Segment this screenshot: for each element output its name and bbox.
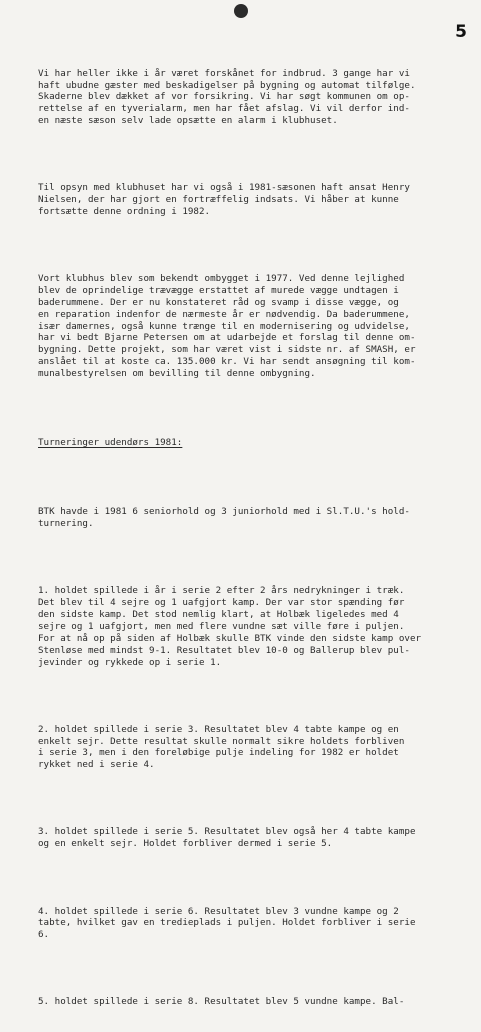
section-heading: Turneringer udendørs 1981:	[38, 437, 183, 449]
paragraph-team-3: 3. holdet spillede i serie 5. Resultatet blev også her 4 tabte kampe og en enkelt sejr. Holdet forbliver dermed i serie 5.	[38, 826, 416, 850]
punch-hole	[234, 4, 248, 18]
paragraph-burglary: Vi har heller ikke i år været forskånet for indbrud. 3 gange har vi haft ubudne gæster med beskadigelser på bygning og automat tilfølge. Skaderne blev dækket af vor forsikring. Vi har søgt kommunen om op- rettelse af en tyverialarm, men har fået afslag. Vi vil derfor ind- en næste sæson selv lade opsætte en alarm i klubhuset.	[38, 67, 416, 127]
document-body	[38, 44, 470, 1032]
paragraph-clubhouse: Vort klubhus blev som bekendt ombygget i 1977. Ved denne lejlighed blev de oprindelige trævægge erstattet af murede vægge undtagen i baderummene. Der er nu konstateret råd og svamp i disse vægge, og en reparation indenfor de nærmeste år er nødvendig. Da baderummene, især damernes, også kunne trænge til en modernisering og udvidelse, har vi bedt Bjarne Petersen om at udarbejde et forslag til denne om- bygning. Dette projekt, som har været vist i sidste nr. af SMASH, er anslået til at koste ca. 135.000 kr. Vi har sendt ansøgning til kom- munalbestyrelsen om bevilling til denne ombygning.	[38, 273, 416, 379]
paragraph-team-2: 2. holdet spillede i serie 3. Resultatet blev 4 tabte kampe og en enkelt sejr. Dette resultat skulle normalt sikre holdets forbliven i serie 3, men i den foreløbige pulje indeling for 1982 er holdet rykket ned i serie 4.	[38, 723, 405, 771]
paragraph-supervision: Til opsyn med klubhuset har vi også i 1981-sæsonen haft ansat Henry Nielsen, der har gjort en fortræffelig indsats. Vi håber at kunne fortsætte denne ordning i 1982.	[38, 182, 410, 217]
paragraph-team-1: 1. holdet spillede i år i serie 2 efter 2 års nedrykninger i træk. Det blev til 4 sejre og 1 uafgjort kamp. Der var stor spænding før den sidste kamp. Det stod nemlig klart, at Holbæk ligeledes med 4 sejre og 1 uafgjort, men med flere vundne sæt ville føre i puljen. For at nå op på siden af Holbæk skulle BTK vinde den sidste kamp over Stenløse med mindst 9-1. Resultatet blev 10-0 og Ballerup blev pul- jevinder og rykkede op i serie 1.	[38, 585, 422, 668]
paragraph-team-4: 4. holdet spillede i serie 6. Resultatet blev 3 vundne kampe og 2 tabte, hvilket gav en tredieplads i puljen. Holdet forbliver i serie 6.	[38, 905, 416, 941]
paragraph-team-5: 5. holdet spillede i serie 8. Resultatet blev 5 vundne kampe. Bal-	[38, 996, 405, 1008]
paragraph-overview: BTK havde i 1981 6 seniorhold og 3 juniorhold med i Sl.T.U.'s hold- turnering.	[38, 506, 410, 530]
page-number: 5	[455, 22, 467, 42]
